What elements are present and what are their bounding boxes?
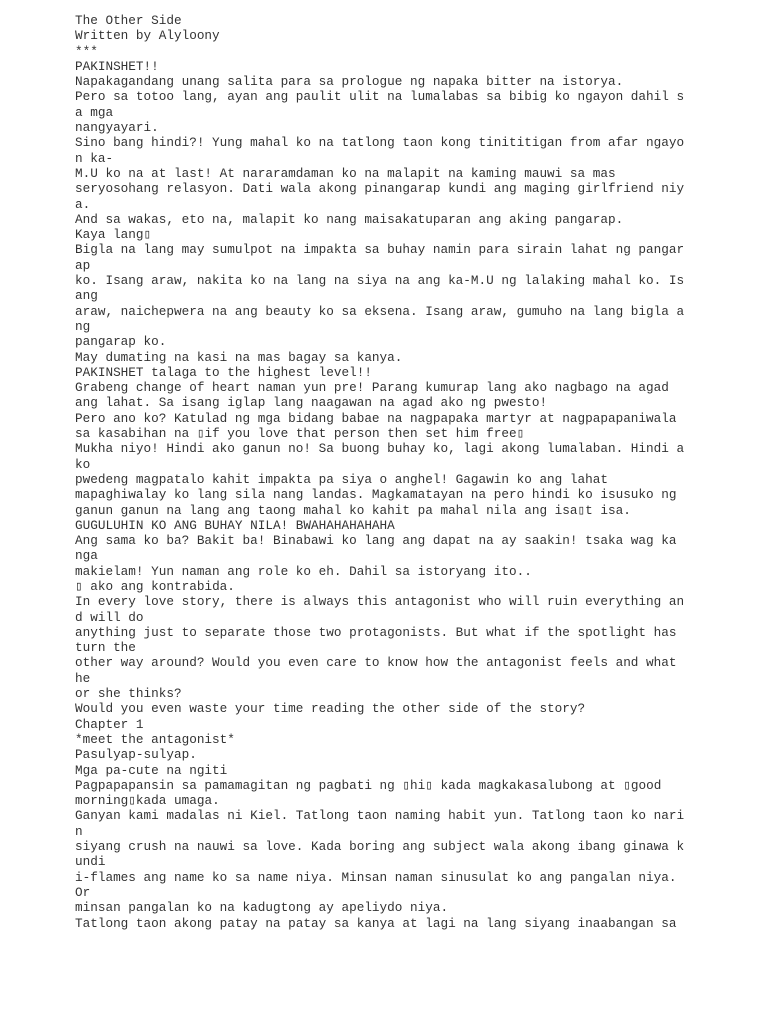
text-line: pangarap ko.	[75, 334, 167, 350]
text-line: May dumating na kasi na mas bagay sa kanya.	[75, 349, 403, 365]
text-line: siyang crush na nauwi sa love. Kada boring ang subject wala akong ibang ginawa k	[75, 839, 685, 855]
text-line: sa kasabihan na ▯if you love that person then set him free▯	[75, 426, 525, 442]
text-line: ang lahat. Sa isang iglap lang naagawan na agad ako ng pwesto!	[75, 395, 548, 411]
text-line: makielam! Yun naman ang role ko eh. Dahil sa istoryang ito..	[75, 563, 532, 579]
text-line: PAKINSHET!!	[75, 58, 159, 74]
text-line: d will do	[75, 609, 144, 625]
text-line: Kaya lang▯	[75, 227, 152, 243]
text-line: Pasulyap-sulyap.	[75, 747, 197, 763]
text-line: pwedeng magpatalo kahit impakta pa siya o anghel! Gagawin ko ang lahat	[75, 471, 608, 487]
text-line: In every love story, there is always this antagonist who will ruin everything an	[75, 594, 685, 610]
text-line: undi	[75, 854, 106, 870]
text-line: Written by Alyloony	[75, 28, 220, 44]
text-line: The Other Side	[75, 13, 182, 28]
text-line: minsan pangalan ko na kadugtong ay apeliydo niya.	[75, 900, 449, 916]
text-line: Ganyan kami madalas ni Kiel. Tatlong taon naming habit yun. Tatlong taon ko nari	[75, 808, 685, 824]
text-line: Bigla na lang may sumulpot na impakta sa buhay namin para sirain lahat ng pangar	[75, 242, 685, 258]
text-line: araw, naichepwera na ang beauty ko sa eksena. Isang araw, gumuho na lang bigla a	[75, 303, 685, 319]
text-line: anything just to separate those two protagonists. But what if the spotlight has	[75, 624, 677, 640]
text-line: a.	[75, 196, 91, 212]
text-line: Mga pa-cute na ngiti	[75, 762, 228, 778]
text-line: GUGULUHIN KO ANG BUHAY NILA! BWAHAHAHAHAHA	[75, 517, 395, 533]
text-line: *meet the antagonist*	[75, 731, 235, 747]
text-line: ganun ganun na lang ang taong mahal ko kahit pa mahal nila ang isa▯t isa.	[75, 502, 631, 518]
document-page	[75, 13, 755, 931]
text-line: ***	[75, 43, 98, 59]
text-line: ap	[75, 257, 91, 273]
text-line: nga	[75, 548, 98, 564]
document-text	[75, 13, 755, 931]
text-line: And sa wakas, eto na, malapit ko nang maisakatuparan ang aking pangarap.	[75, 211, 624, 227]
text-line: Would you even waste your time reading the other side of the story?	[75, 701, 586, 717]
text-line: nangyayari.	[75, 120, 159, 136]
text-line: Or	[75, 884, 91, 900]
text-line: morning▯kada umaga.	[75, 793, 220, 809]
text-line: Tatlong taon akong patay na patay sa kanya at lagi na lang siyang inaabangan sa	[75, 915, 677, 931]
text-line: Grabeng change of heart naman yun pre! Parang kumurap lang ako nagbago na agad	[75, 380, 669, 396]
text-line: ko	[75, 456, 91, 472]
text-line: ko. Isang araw, nakita ko na lang na siya na ang ka-M.U ng lalaking mahal ko. Is	[75, 273, 685, 289]
text-line: Pero ano ko? Katulad ng mga bidang babae na nagpapaka martyr at nagpapapaniwala	[75, 410, 677, 426]
text-line: ▯ ako ang kontrabida.	[75, 578, 235, 594]
text-line: other way around? Would you even care to know how the antagonist feels and what	[75, 655, 677, 671]
text-line: Pagpapapansin sa pamamagitan ng pagbati ng ▯hi▯ kada magkakasalubong at ▯good	[75, 777, 662, 793]
text-line: Ang sama ko ba? Bakit ba! Binabawi ko lang ang dapat na ay saakin! tsaka wag ka	[75, 533, 677, 549]
text-line: PAKINSHET talaga to the highest level!!	[75, 364, 372, 380]
text-line: mapaghiwalay ko lang sila nang landas. Magkamatayan na pero hindi ko isusuko ng	[75, 487, 677, 503]
text-line: ng	[75, 318, 91, 334]
text-line: Sino bang hindi?! Yung mahal ko na tatlong taon kong tinititigan from afar ngayo	[75, 135, 685, 151]
text-line: seryosohang relasyon. Dati wala akong pinangarap kundi ang maging girlfriend niy	[75, 181, 685, 197]
text-line: turn the	[75, 640, 136, 656]
text-line: ang	[75, 288, 98, 304]
text-line: a mga	[75, 104, 114, 120]
text-line: Napakagandang unang salita para sa prologue ng napaka bitter na istorya.	[75, 74, 624, 90]
text-line: Chapter 1	[75, 716, 144, 732]
text-line: or she thinks?	[75, 686, 182, 702]
text-line: Mukha niyo! Hindi ako ganun no! Sa buong buhay ko, lagi akong lumalaban. Hindi a	[75, 441, 685, 457]
text-line: M.U ko na at last! At nararamdaman ko na malapit na kaming mauwi sa mas	[75, 165, 616, 181]
text-line: Pero sa totoo lang, ayan ang paulit ulit na lumalabas sa bibig ko ngayon dahil s	[75, 89, 685, 105]
text-line: n	[75, 823, 83, 839]
text-line: he	[75, 670, 91, 686]
text-line: n ka-	[75, 150, 114, 166]
text-line: i-flames ang name ko sa name niya. Minsan naman sinusulat ko ang pangalan niya.	[75, 869, 677, 885]
